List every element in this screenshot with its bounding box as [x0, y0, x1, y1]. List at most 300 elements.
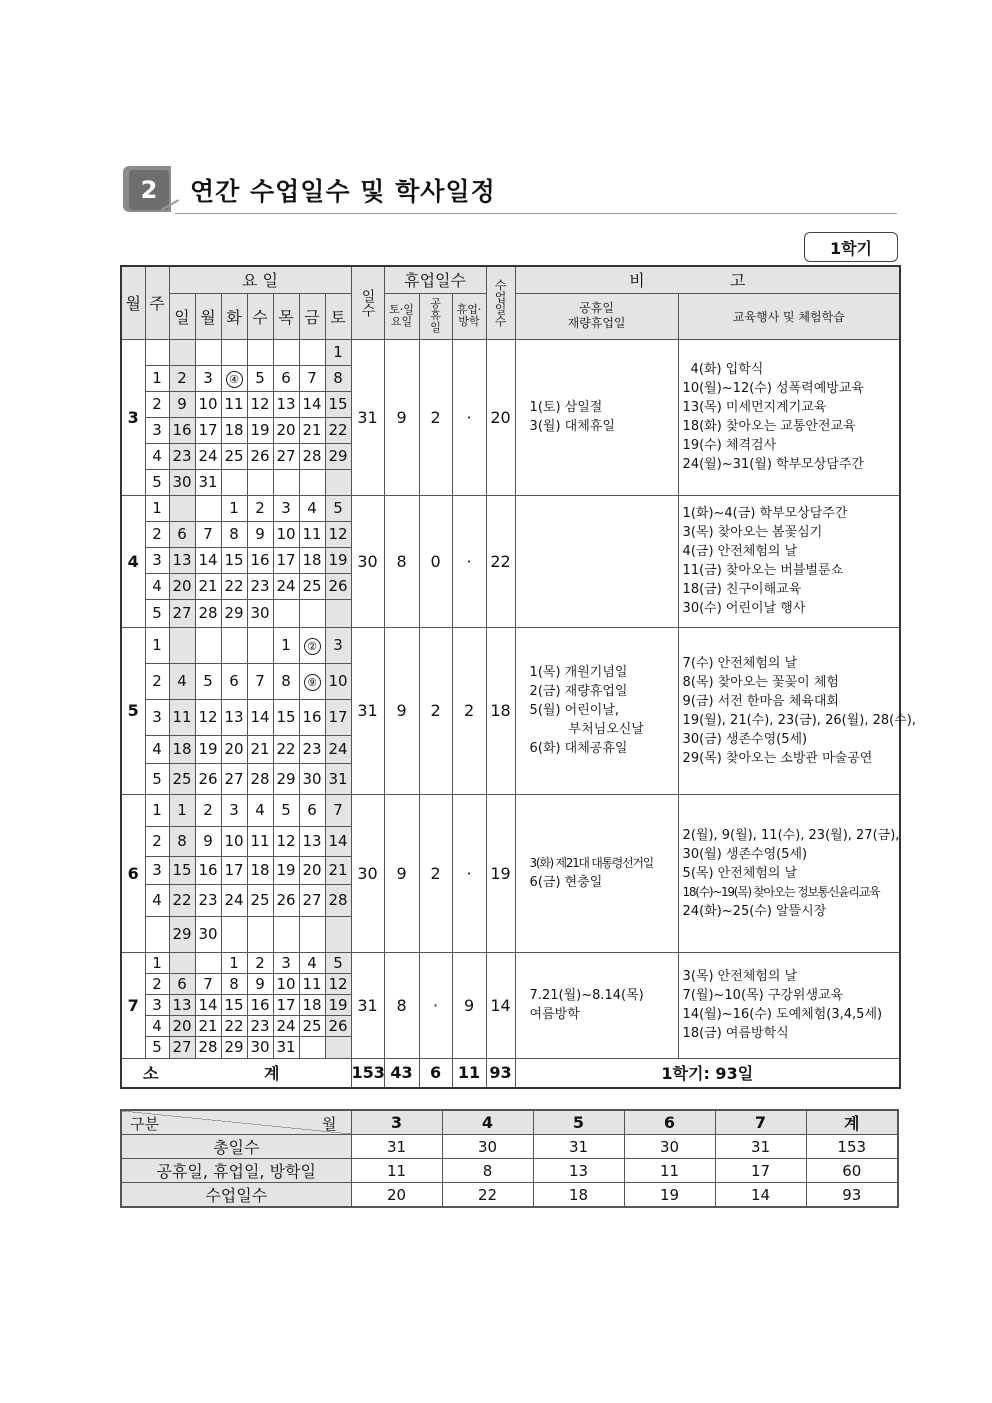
month-weekend-count: 9	[384, 339, 419, 495]
event-line: 19(월), 21(수), 23(금), 26(월), 28(수),	[682, 712, 916, 728]
month-class-count: 18	[486, 627, 515, 794]
subtotal-term-note: 1학기: 93일	[515, 1058, 900, 1088]
week-number: 1	[145, 952, 169, 973]
calendar-day: 19	[325, 994, 351, 1015]
month-events-remark	[678, 339, 900, 495]
calendar-day	[325, 599, 351, 627]
calendar-day	[221, 365, 247, 391]
section-number-badge: 2	[129, 170, 169, 210]
calendar-day: 27	[299, 884, 325, 916]
calendar-day: 1	[221, 952, 247, 973]
calendar-day: 27	[169, 599, 195, 627]
calendar-day: 20	[299, 856, 325, 884]
holiday-line: 5(월) 어린이날,	[529, 703, 620, 718]
calendar-day: 24	[325, 735, 351, 763]
circled-day: ⑨	[304, 674, 321, 691]
calendar-day: 6	[273, 365, 299, 391]
calendar-day: 22	[221, 573, 247, 599]
month-events-remark	[678, 495, 900, 627]
calendar-day: 28	[247, 763, 273, 794]
holiday-line: 여름방학	[529, 1007, 580, 1022]
month-holidays-remark	[515, 495, 678, 627]
calendar-day: 23	[195, 884, 221, 916]
event-line: 4(화) 입학식	[690, 362, 764, 377]
holiday-line: 3(화) 제21대 대통령선거일	[529, 856, 653, 870]
event-line: 30(금) 생존수영(5세)	[682, 731, 808, 747]
calendar-day	[299, 627, 325, 663]
month-closure-count: ·	[452, 495, 486, 627]
calendar-day: 2	[247, 495, 273, 521]
summary-month-header: 계	[806, 1110, 898, 1135]
month-days-count: 30	[351, 794, 384, 952]
calendar-day: 22	[273, 735, 299, 763]
event-line: 4(금) 안전체험의 날	[682, 544, 798, 559]
month-events-remark	[678, 952, 900, 1058]
header-day-4: 목	[273, 293, 299, 339]
calendar-day	[325, 916, 351, 952]
month-holiday-count: ·	[419, 952, 452, 1058]
holiday-line: 부처님오신날	[568, 722, 644, 737]
header-day-3: 수	[247, 293, 273, 339]
header-day-2: 화	[221, 293, 247, 339]
calendar-day	[299, 1036, 325, 1058]
week-number: 2	[145, 973, 169, 994]
calendar-day: 20	[221, 735, 247, 763]
calendar-day: 5	[195, 663, 221, 699]
header-remarks-events: 교육행사 및 체험학습	[678, 293, 900, 339]
calendar-day: 24	[273, 1015, 299, 1036]
summary-month-header: 3	[351, 1110, 442, 1135]
calendar-day: 30	[195, 916, 221, 952]
calendar-day	[169, 627, 195, 663]
header-day-6: 토	[325, 293, 351, 339]
calendar-day: 8	[273, 663, 299, 699]
calendar-day: 16	[169, 417, 195, 443]
week-number: 4	[145, 735, 169, 763]
month-days-count: 31	[351, 952, 384, 1058]
subtotal-holiday: 6	[419, 1058, 452, 1088]
calendar-day: 30	[247, 599, 273, 627]
calendar-day: 12	[247, 391, 273, 417]
header-day-5: 금	[299, 293, 325, 339]
calendar-day: 21	[299, 417, 325, 443]
calendar-day	[299, 663, 325, 699]
subtotal-weekend: 43	[384, 1058, 419, 1088]
calendar-day: 14	[247, 699, 273, 735]
circled-day: ④	[226, 371, 243, 388]
calendar-day: 20	[169, 573, 195, 599]
month-class-count: 14	[486, 952, 515, 1058]
calendar-day: 2	[195, 794, 221, 826]
calendar-day	[299, 339, 325, 365]
calendar-day: 10	[325, 663, 351, 699]
calendar-day: 18	[247, 856, 273, 884]
summary-value: 13	[533, 1159, 624, 1183]
calendar-day	[247, 627, 273, 663]
calendar-day	[273, 469, 299, 495]
calendar-day	[273, 916, 299, 952]
calendar-day: 29	[169, 916, 195, 952]
calendar-day: 20	[273, 417, 299, 443]
week-number: 3	[145, 856, 169, 884]
subtotal-class: 93	[486, 1058, 515, 1088]
calendar-day	[169, 495, 195, 521]
week-number: 3	[145, 699, 169, 735]
term-label: 1학기	[804, 232, 898, 262]
week-number	[145, 916, 169, 952]
month-holidays-remark	[515, 627, 678, 794]
summary-month-header: 7	[715, 1110, 806, 1135]
calendar-day: 11	[299, 521, 325, 547]
month-closure-count: 2	[452, 627, 486, 794]
calendar-day: 26	[273, 884, 299, 916]
week-number: 2	[145, 391, 169, 417]
event-line: 14(월)~16(수) 도예체험(3,4,5세)	[682, 1007, 883, 1022]
summary-value: 11	[624, 1159, 715, 1183]
calendar-day: 5	[247, 365, 273, 391]
calendar-day: 10	[273, 973, 299, 994]
month-class-count: 22	[486, 495, 515, 627]
event-line: 3(목) 안전체험의 날	[682, 969, 798, 984]
calendar-day: 25	[299, 1015, 325, 1036]
calendar-day	[273, 339, 299, 365]
calendar-day: 12	[195, 699, 221, 735]
calendar-day: 2	[247, 952, 273, 973]
calendar-day: 7	[195, 973, 221, 994]
calendar-day: 24	[221, 884, 247, 916]
calendar-day: 29	[273, 763, 299, 794]
event-line: 18(금) 친구이해교육	[682, 582, 802, 597]
calendar-day: 29	[221, 1036, 247, 1058]
event-line: 3(목) 찾아오는 봄꽃심기	[682, 525, 823, 540]
calendar-day: 21	[247, 735, 273, 763]
calendar-day: 30	[299, 763, 325, 794]
section-title: 연간 수업일수 및 학사일정	[190, 177, 496, 206]
calendar-day: 3	[273, 952, 299, 973]
calendar-day	[169, 339, 195, 365]
header-holiday: 공휴일	[419, 293, 452, 339]
month-7: 7	[121, 952, 145, 1058]
calendar-day: 13	[273, 391, 299, 417]
calendar-day: 3	[195, 365, 221, 391]
calendar-day: 16	[247, 994, 273, 1015]
header-closure-vacation: 휴업·방학	[452, 293, 486, 339]
calendar-day: 21	[195, 1015, 221, 1036]
calendar-day: 10	[273, 521, 299, 547]
calendar-day: 9	[247, 521, 273, 547]
calendar-table	[120, 265, 916, 1089]
month-weekend-count: 8	[384, 495, 419, 627]
calendar-day: 19	[273, 856, 299, 884]
event-line: 24(월)~31(월) 학부모상담주간	[682, 457, 864, 472]
calendar-day: 23	[247, 1015, 273, 1036]
month-days-count: 31	[351, 339, 384, 495]
summary-row-label: 총일수	[121, 1135, 351, 1159]
month-6: 6	[121, 794, 145, 952]
calendar-day	[299, 916, 325, 952]
summary-value: 8	[442, 1159, 533, 1183]
subtotal-days: 153	[351, 1058, 384, 1088]
calendar-day: 1	[169, 794, 195, 826]
calendar-day	[299, 469, 325, 495]
calendar-day: 8	[221, 521, 247, 547]
summary-value: 18	[533, 1183, 624, 1208]
calendar-day: 31	[273, 1036, 299, 1058]
calendar-day: 13	[169, 547, 195, 573]
calendar-day: 21	[195, 573, 221, 599]
event-line: 7(월)~10(목) 구강위생교육	[682, 988, 844, 1003]
calendar-day: 28	[325, 884, 351, 916]
calendar-day: 16	[195, 856, 221, 884]
calendar-day	[273, 599, 299, 627]
event-line: 5(목) 안전체험의 날	[682, 865, 798, 881]
event-line: 2(월), 9(월), 11(수), 23(월), 27(금),	[682, 827, 900, 843]
calendar-day: 17	[273, 547, 299, 573]
calendar-day: 29	[325, 443, 351, 469]
month-holiday-count: 2	[419, 627, 452, 794]
calendar-day	[195, 495, 221, 521]
calendar-day: 21	[325, 856, 351, 884]
week-number: 1	[145, 627, 169, 663]
week-number: 5	[145, 469, 169, 495]
calendar-day	[247, 916, 273, 952]
calendar-day: 14	[195, 547, 221, 573]
calendar-day: 25	[299, 573, 325, 599]
calendar-day: 7	[299, 365, 325, 391]
calendar-day: 17	[195, 417, 221, 443]
event-line: 18(금) 여름방학식	[682, 1026, 789, 1041]
event-line: 19(수) 체격검사	[682, 438, 777, 453]
week-number: 5	[145, 599, 169, 627]
calendar-day: 27	[273, 443, 299, 469]
calendar-day	[169, 952, 195, 973]
calendar-day: 7	[195, 521, 221, 547]
calendar-day: 5	[325, 952, 351, 973]
calendar-day: 17	[273, 994, 299, 1015]
calendar-day: 15	[273, 699, 299, 735]
month-closure-count: ·	[452, 794, 486, 952]
calendar-day: 16	[247, 547, 273, 573]
calendar-day: 18	[221, 417, 247, 443]
calendar-day: 4	[299, 495, 325, 521]
calendar-day	[247, 469, 273, 495]
week-number: 4	[145, 884, 169, 916]
header-days-of-week: 요 일	[169, 266, 351, 293]
calendar-day: 9	[247, 973, 273, 994]
calendar-day	[221, 339, 247, 365]
header-week: 주	[145, 266, 169, 339]
calendar-day: 26	[247, 443, 273, 469]
summary-value: 14	[715, 1183, 806, 1208]
calendar-day: 26	[325, 1015, 351, 1036]
calendar-day: 6	[169, 521, 195, 547]
week-number: 5	[145, 763, 169, 794]
calendar-day: 28	[299, 443, 325, 469]
holiday-line: 1(토) 삼일절	[529, 400, 603, 415]
calendar-day: 22	[169, 884, 195, 916]
event-line: 30(수) 어린이날 행사	[682, 601, 806, 616]
calendar-day: 29	[221, 599, 247, 627]
calendar-day: 7	[325, 794, 351, 826]
calendar-day: 13	[299, 826, 325, 856]
circled-day: ②	[304, 638, 321, 655]
summary-value: 11	[351, 1159, 442, 1183]
calendar-day: 12	[325, 521, 351, 547]
event-line: 29(목) 찾아오는 소방관 마술공연	[682, 750, 873, 766]
calendar-day: 26	[195, 763, 221, 794]
calendar-day: 24	[273, 573, 299, 599]
summary-corner	[121, 1110, 351, 1135]
week-number: 3	[145, 417, 169, 443]
header-day-0: 일	[169, 293, 195, 339]
calendar-day: 8	[169, 826, 195, 856]
event-line: 7(수) 안전체험의 날	[682, 655, 798, 671]
summary-value: 17	[715, 1159, 806, 1183]
calendar-day: 4	[247, 794, 273, 826]
calendar-day: 28	[195, 599, 221, 627]
calendar-day: 27	[221, 763, 247, 794]
calendar-day: 18	[299, 547, 325, 573]
calendar-day: 14	[325, 826, 351, 856]
event-line: 10(월)~12(수) 성폭력예방교육	[682, 381, 864, 396]
calendar-day: 6	[221, 663, 247, 699]
header-remarks: 비 고	[515, 266, 900, 293]
calendar-day: 27	[169, 1036, 195, 1058]
calendar-day: 2	[169, 365, 195, 391]
calendar-day: 28	[195, 1036, 221, 1058]
week-number: 2	[145, 663, 169, 699]
event-line: 18(화) 찾아오는 교통안전교육	[682, 419, 856, 434]
calendar-day: 9	[169, 391, 195, 417]
calendar-day: 19	[195, 735, 221, 763]
calendar-day: 23	[247, 573, 273, 599]
event-line: 30(월) 생존수영(5세)	[682, 846, 808, 862]
calendar-day: 20	[169, 1015, 195, 1036]
subtotal-closure: 11	[452, 1058, 486, 1088]
summary-row-label: 공휴일, 휴업일, 방학일	[121, 1159, 351, 1183]
calendar-day: 14	[195, 994, 221, 1015]
calendar-day: 31	[195, 469, 221, 495]
calendar-day: 8	[221, 973, 247, 994]
calendar-day	[195, 627, 221, 663]
calendar-day: 13	[221, 699, 247, 735]
summary-value: 31	[351, 1135, 442, 1159]
holiday-line: 6(화) 대체공휴일	[529, 741, 628, 756]
summary-value: 30	[442, 1135, 533, 1159]
holiday-line: 6(금) 현충일	[529, 875, 603, 890]
week-number: 2	[145, 826, 169, 856]
month-weekend-count: 8	[384, 952, 419, 1058]
calendar-day: 9	[195, 826, 221, 856]
title-underline	[175, 213, 897, 214]
calendar-day: 30	[247, 1036, 273, 1058]
calendar-day: 11	[247, 826, 273, 856]
calendar-day: 26	[325, 573, 351, 599]
calendar-day: 3	[221, 794, 247, 826]
calendar-day: 25	[247, 884, 273, 916]
month-events-remark	[678, 794, 900, 952]
week-number: 1	[145, 365, 169, 391]
calendar-day	[325, 469, 351, 495]
calendar-day	[299, 599, 325, 627]
header-day-count: 일수	[351, 266, 384, 339]
header-day-1: 월	[195, 293, 221, 339]
summary-value: 93	[806, 1183, 898, 1208]
month-holidays-remark	[515, 952, 678, 1058]
header-closure-days: 휴업일수	[384, 266, 486, 293]
calendar-day	[221, 627, 247, 663]
calendar-day: 6	[299, 794, 325, 826]
month-holiday-count: 0	[419, 495, 452, 627]
month-days-count: 31	[351, 627, 384, 794]
calendar-day: 8	[325, 365, 351, 391]
event-line: 18(수)~19(목) 찾아오는 정보통신윤리교육	[682, 884, 880, 899]
subtotal-label: 소 계	[121, 1058, 351, 1088]
corner-left-label: 구분	[130, 1115, 159, 1133]
summary-value: 60	[806, 1159, 898, 1183]
calendar-day: 23	[299, 735, 325, 763]
calendar-day: 15	[325, 391, 351, 417]
summary-value: 153	[806, 1135, 898, 1159]
calendar-day: 5	[325, 495, 351, 521]
calendar-day: 19	[325, 547, 351, 573]
month-class-count: 20	[486, 339, 515, 495]
calendar-day: 6	[169, 973, 195, 994]
month-events-remark	[678, 627, 916, 794]
calendar-day: 4	[169, 663, 195, 699]
summary-month-header: 5	[533, 1110, 624, 1135]
week-number	[145, 339, 169, 365]
month-3: 3	[121, 339, 145, 495]
calendar-day: 14	[299, 391, 325, 417]
event-line: 9(금) 서전 한마음 체육대회	[682, 693, 839, 709]
summary-value: 20	[351, 1183, 442, 1208]
month-5: 5	[121, 627, 145, 794]
event-line: 8(목) 찾아오는 꽃꽂이 체험	[682, 674, 839, 690]
calendar-day: 30	[169, 469, 195, 495]
week-number: 4	[145, 573, 169, 599]
month-holiday-count: 2	[419, 794, 452, 952]
holiday-line: 3(월) 대체휴일	[529, 419, 615, 434]
calendar-day: 25	[221, 443, 247, 469]
calendar-day: 13	[169, 994, 195, 1015]
holiday-line: 7.21(월)~8.14(목)	[529, 988, 644, 1003]
calendar-day: 18	[169, 735, 195, 763]
calendar-day	[195, 952, 221, 973]
calendar-day: 3	[273, 495, 299, 521]
month-holidays-remark	[515, 339, 678, 495]
month-closure-count: 9	[452, 952, 486, 1058]
calendar-day: 11	[299, 973, 325, 994]
week-number: 2	[145, 521, 169, 547]
calendar-day: 5	[273, 794, 299, 826]
month-weekend-count: 9	[384, 794, 419, 952]
calendar-day: 31	[325, 763, 351, 794]
event-line: 1(화)~4(금) 학부모상담주간	[682, 506, 848, 521]
summary-value: 31	[715, 1135, 806, 1159]
summary-row-label: 수업일수	[121, 1183, 351, 1208]
calendar-day: 10	[195, 391, 221, 417]
calendar-day	[195, 339, 221, 365]
calendar-day: 10	[221, 826, 247, 856]
calendar-day: 1	[325, 339, 351, 365]
calendar-day: 15	[169, 856, 195, 884]
summary-table	[120, 1109, 899, 1208]
summary-value: 19	[624, 1183, 715, 1208]
calendar-day: 23	[169, 443, 195, 469]
calendar-day: 16	[299, 699, 325, 735]
week-number: 3	[145, 994, 169, 1015]
